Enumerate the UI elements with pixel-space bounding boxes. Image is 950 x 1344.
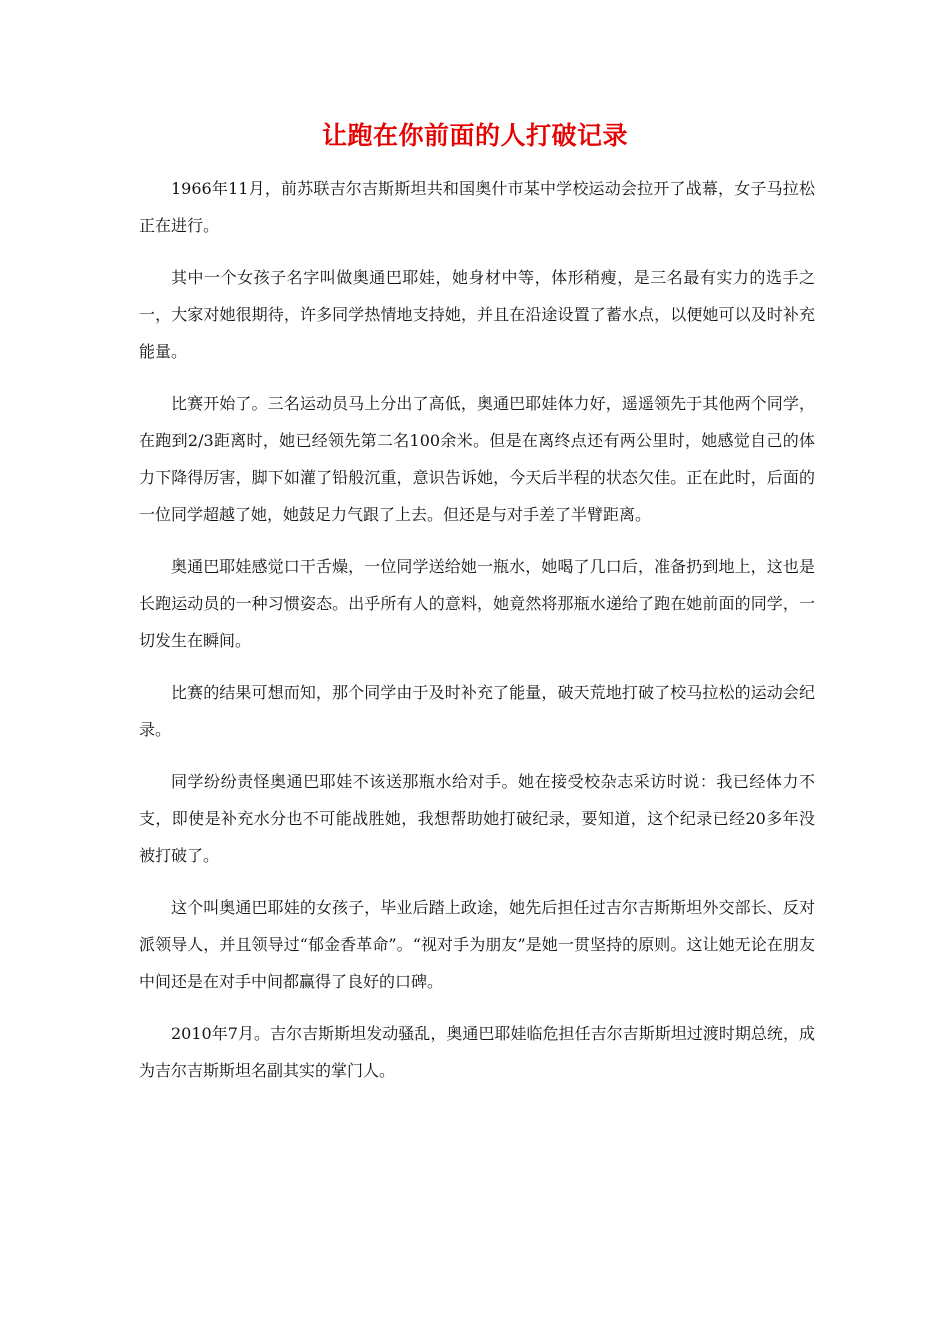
paragraph-8: 2010年7月。吉尔吉斯斯坦发动骚乱，奥通巴耶娃临危担任吉尔吉斯斯坦过渡时期总统，成为吉尔吉斯斯坦名副其实的掌门人。 <box>139 1024 815 1080</box>
paragraph-6: 同学纷纷责怪奥通巴耶娃不该送那瓶水给对手。她在接受校杂志采访时说：我已经体力不支，即使是补充水分也不可能战胜她，我想帮助她打破纪录，要知道，这个纪录已经20多年没被打破了。 <box>139 772 815 865</box>
paragraph-7: 这个叫奥通巴耶娃的女孩子，毕业后踏上政途，她先后担任过吉尔吉斯斯坦外交部长、反对派领导人，并且领导过“郁金香革命”。“视对手为朋友”是她一贯坚持的原则。这让她无论在朋友中间还是在对手中间都赢得了良好的口碑。 <box>139 898 815 991</box>
paragraph-2: 其中一个女孩子名字叫做奥通巴耶娃，她身材中等，体形稍瘦，是三名最有实力的选手之一，大家对她很期待，许多同学热情地支持她，并且在沿途设置了蓄水点，以便她可以及时补充能量。 <box>139 268 815 361</box>
document-title: 让跑在你前面的人打破记录 <box>321 121 628 150</box>
paragraph-1: 1966年11月，前苏联吉尔吉斯斯坦共和国奥什市某中学校运动会拉开了战幕，女子马拉松正在进行。 <box>139 179 815 235</box>
paragraph-5: 比赛的结果可想而知，那个同学由于及时补充了能量，破天荒地打破了校马拉松的运动会纪录。 <box>139 683 815 739</box>
paragraph-3: 比赛开始了。三名运动员马上分出了高低，奥通巴耶娃体力好，遥遥领先于其他两个同学，在跑到2/3距离时，她已经领先第二名100余米。但是在离终点还有两公里时，她感觉自己的体力下降得厉害，脚下如灌了铅般沉重，意识告诉她，今天后半程的状态欠佳。正在此时，后面的一位同学超越了她，她鼓足力气跟了上去。但还是与对手差了半臂距离。 <box>139 394 815 524</box>
paragraph-4: 奥通巴耶娃感觉口干舌燥，一位同学送给她一瓶水，她喝了几口后，准备扔到地上，这也是长跑运动员的一种习惯姿态。出乎所有人的意料，她竟然将那瓶水递给了跑在她前面的同学，一切发生在瞬间。 <box>139 557 815 650</box>
document-body <box>139 170 815 1104</box>
